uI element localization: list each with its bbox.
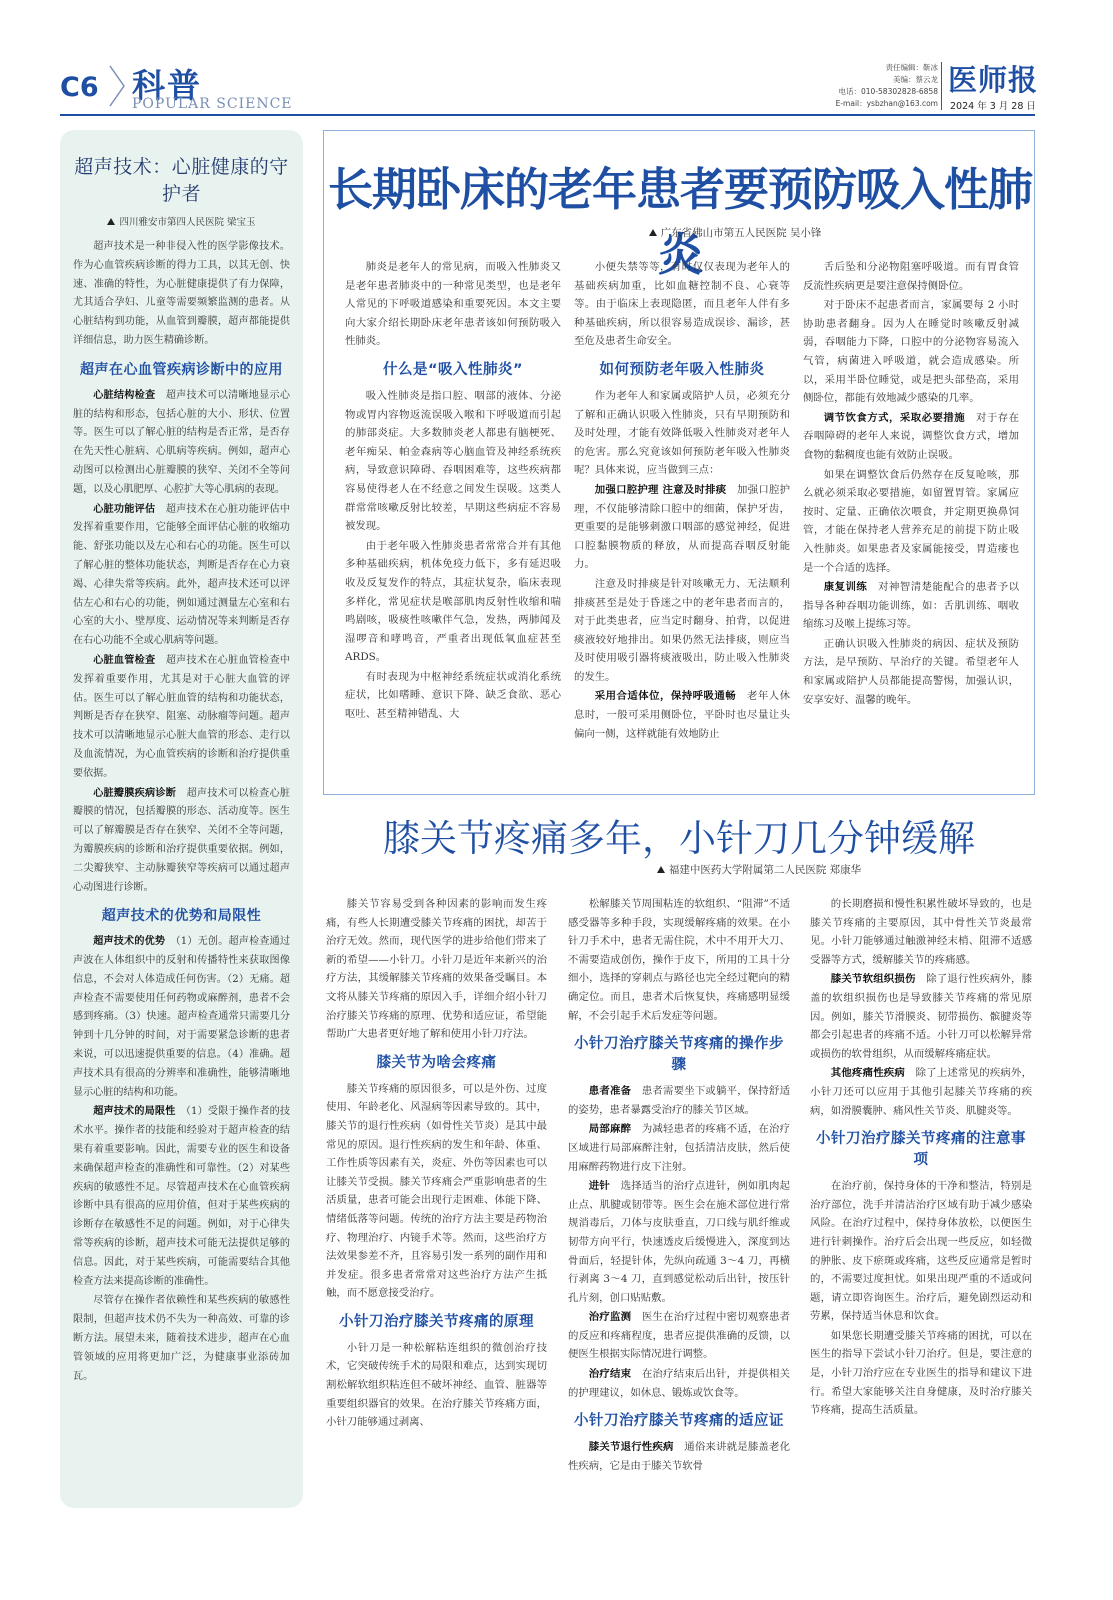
- paragraph: 治疗结束 在治疗结束后出针，并提供相关的护理建议，如休息、锻炼或饮食等。: [568, 1368, 790, 1399]
- paragraph: 其他疼痛性疾病 除了上述常见的疾病外，小针刀还可以应用于其他引起膝关节疼痛的疾病，如滑膜囊肿、痛风性关节炎、肌腱炎等。: [810, 1067, 1032, 1117]
- paragraph: 尽管存在操作者依赖性和某些疾病的敏感性限制，但超声技术仍不失为一种高效、可靠的诊断方法。展望未来，随着技术进步，超声在心血管领域的应用将更加广泛，为健康事业添砖加瓦。: [73, 1295, 290, 1382]
- article-column: [574, 258, 790, 786]
- article-column: [810, 895, 1032, 1507]
- paragraph: 作为老年人和家属或陪护人员，必须充分了解和正确认识吸入性肺炎，只有早期预防和及时处理，才能有效降低吸入性肺炎对老年人的危害。那么究竟该如何预防老年吸入性肺炎呢？具体来说，应当做到三点：: [574, 389, 790, 477]
- paragraph: 心脏瓣膜疾病诊断 超声技术可以检查心脏瓣膜的情况，包括瓣膜的形态、活动度等。医生可以了解瓣膜是否存在狭窄、关闭不全等问题，为瓣膜疾病的诊断和治疗提供重要依据。例如，二尖瓣狭窄、主动脉瓣狭窄等疾病可以通过超声心动图进行诊断。: [73, 787, 291, 893]
- subheading: 小针刀治疗膝关节疼痛的操作步骤: [574, 1036, 784, 1074]
- paragraph: 心脏血管检查 超声技术在心脏血管检查中发挥着重要作用，尤其是对于心脏大血管的评估。医生可以了解心脏血管的结构和功能状态，判断是否存在狭窄、阻塞、动脉瘤等问题。超声技术可以清晰地显示心脏大血管的形态、走行以及血流情况，为心血管疾病的诊断和治疗提供重要依据。: [73, 654, 291, 779]
- paragraph: 超声技术的局限性 （1）受限于操作者的技术水平。操作者的技能和经验对于超声检查的结果有着重要影响。因此，需要专业的医生和设备来确保超声检查的准确性和可靠性。（2）对某些疾病的敏感性不足。尽管超声技术在心血管疾病诊断中具有很高的应用价值，但对于某些疾病的诊断存在敏感性不足的问题。例如，对于心律失常等疾病的诊断，超声技术可能无法提供足够的信息。因此，对于某些疾病，可能需要结合其他检查方法来提高诊断的准确性。: [73, 1106, 291, 1287]
- paragraph: 小便失禁等等，有时仅仅表现为老年人的基础疾病加重，比如血糖控制不良、心衰等等。由于临床上表现隐匿，而且老年人伴有多种基础疾病，所以很容易造成误诊、漏诊，甚至危及患者生命安全。: [574, 261, 790, 348]
- paragraph: 有时表现为中枢神经系统症状或消化系统症状，比如嗜睡、意识下降、缺乏食欲、恶心呕吐、甚至精神错乱、大: [345, 670, 561, 721]
- section-title: 科普: [132, 66, 202, 105]
- paragraph: 在治疗前，保持身体的干净和整洁，特别是治疗部位，洗手并清洁治疗区域有助于减少感染风险。在治疗过程中，保持身体放松，以便医生进行针刺操作。治疗后会出现一些反应，如轻微的肿胀、皮下瘀斑或疼痛，这些反应通常是暂时的，不需要过度担忧。如果出现严重的不适或问题，请立即咨询医生。治疗后，避免剧烈运动和劳累，保持适当休息和饮食。: [810, 1180, 1032, 1323]
- paragraph: 治疗监测 医生在治疗过程中密切观察患者的反应和疼痛程度，患者应提供准确的反馈，以便医生根据实际情况进行调整。: [568, 1311, 790, 1361]
- paragraph: 加强口腔护理 注意及时排痰 加强口腔护理，不仅能够清除口腔中的细菌，保护牙齿，更重要的是能够刺激口咽部的感觉神经，促进口腔黏膜物质的释放，从而提高吞咽反射能力。: [574, 483, 790, 571]
- section-header: [60, 60, 300, 115]
- triangle-icon: [657, 866, 665, 873]
- issue-date: 2024 年 3 月 28 日: [950, 101, 1036, 112]
- article-title: 长期卧床的老年患者要预防吸入性肺炎: [327, 163, 1032, 281]
- paragraph: 吸入性肺炎是指口腔、咽部的液体、分泌物或胃内容物返流误吸入喉和下呼吸道而引起的肺部炎症。大多数肺炎老人都患有脑梗死、老年痴呆、帕金森病等心脑血管及神经系统疾病，导致意识障碍、吞咽困难等，这些疾病都容易使得老人在不经意之间发生误吸。这类人群常常咳嗽反射比较差，早期这些病症不容易被发现。: [345, 389, 561, 533]
- credit-phone: 电话：010-58302828-6858: [838, 87, 938, 96]
- paragraph: 采用合适体位，保持呼吸通畅 老年人休息时，一般可采用侧卧位，平卧时也尽量让头偏向一侧，这样就能有效地防止: [574, 690, 790, 740]
- subheading: 小针刀治疗膝关节疼痛的注意事项: [816, 1131, 1026, 1169]
- section-title-en: POPULAR SCIENCE: [132, 96, 293, 112]
- subheading: 如何预防老年吸入性肺炎: [599, 361, 765, 378]
- subheading: 超声在心血管疾病诊断中的应用: [80, 361, 283, 378]
- chevron-right-icon: [106, 64, 128, 108]
- paragraph: 心脏功能评估 超声技术在心脏功能评估中发挥着重要作用，它能够全面评估心脏的收缩功能、舒张功能以及左心和右心的功能。医生可以了解心脏的整体功能状态，判断是否存在心力衰竭、心律失常等疾病。此外，超声技术还可以评估左心和右心的功能，例如通过测量左心室和右心室的大小、壁厚度、运动情况等来判断是否存在右心功能不全或心肌病等问题。: [73, 503, 291, 647]
- sidebar-article: [60, 130, 303, 1508]
- paragraph: 进针 选择适当的治疗点进针，例如肌肉起止点、肌腱或韧带等。医生会在施术部位进行常规消毒后，刀体与皮肤垂直，刀口线与肌纤维或韧带方向平行，快速透皮后缓慢进入，深度到达骨面后，轻提针体，先纵向疏通 3～4 刀，再横行剥离 3～4 刀，直到感觉松动后出针，按压针孔片刻，创口贴贴敷。: [568, 1180, 790, 1304]
- header-divider: [941, 62, 942, 110]
- editor-credits: [828, 62, 938, 110]
- page-number: C6: [60, 72, 99, 103]
- article-byline: 广东省佛山市第五人民医院 吴小锋: [324, 225, 1036, 240]
- article-column: [803, 258, 1019, 786]
- subheading: 什么是“吸入性肺炎”: [382, 361, 524, 378]
- header-rule: [60, 114, 1035, 116]
- triangle-icon: [107, 218, 115, 225]
- article-column: [345, 258, 561, 786]
- triangle-icon: [649, 229, 657, 236]
- article-column: [326, 895, 547, 1507]
- paragraph: 注意及时排痰是针对咳嗽无力、无法顺利排痰甚至是处于昏迷之中的老年患者而言的，对于此类患者，应当定时翻身、拍背，以促进痰液较好地排出。如果仍然无法排痰，则应当及时使用吸引器将痰液吸出，防止吸入性肺炎的发生。: [574, 577, 790, 683]
- paragraph: 膝关节疼痛的原因很多，可以是外伤、过度使用、年龄老化、风湿病等因素导致的。其中，膝关节的退行性疾病（如骨性关节炎）是其中最常见的原因。退行性疾病的发生和年龄、体重、工作性质等因素有关，炎症、外伤等因素也可以让膝关节受损。膝关节疼痛会严重影响患者的生活质量，患者可能会出现行走困难、体能下降、情绪低落等问题。传统的治疗方法主要是药物治疗、物理治疗、内镜手术等。然而，这些治疗方法效果参差不齐，且容易引发一系列的副作用和并发症。很多患者常常对这些治疗方法产生抵触，而不愿意接受治疗。: [326, 1082, 547, 1300]
- paragraph: 如果在调整饮食后仍然存在反复呛咳，那么就必须采取必要措施，如留置胃管。家属应按时、定量、正确依次喂食，并定期更换鼻饲管，才能在保持老人营养充足的前提下防止吸入性肺炎。如果患者及家属能接受，胃造瘘也是一个合适的选择。: [803, 468, 1019, 574]
- paragraph: 局部麻醉 为减轻患者的疼痛不适，在治疗区域进行局部麻醉注射，包括清洁皮肤，然后使用麻醉药物进行皮下注射。: [568, 1123, 790, 1173]
- paragraph: 的长期磨损和慢性积累性破坏导致的，也是膝关节疼痛的主要原因，其中骨性关节炎最常见。小针刀能够通过触激神经末梢、阻滞不适感受器等方式，缓解膝关节的疼痛感。: [810, 898, 1032, 966]
- paragraph: 由于老年吸入性肺炎患者常常合并有其他多种基础疾病，机体免疫力低下，多有延迟吸收及反复发作的特点，其症状复杂，临床表现多样化，常见症状是喉部肌肉反射性收缩和喘鸣剧咳，吸痰性咳嗽伴气急，发热，两肺闻及湿啰音和哮鸣音，严重者出现低氧血症甚至 ARDS。: [345, 539, 561, 664]
- sidebar-title: 超声技术：心脏健康的守护者: [74, 156, 289, 205]
- paragraph: 患者准备 患者需要坐下或躺平，保持舒适的姿势，患者暴露受治疗的膝关节区域。: [568, 1085, 790, 1116]
- subheading: 小针刀治疗膝关节疼痛的适应证: [574, 1413, 784, 1430]
- credit-email: E-mail：ysbzhan@163.com: [835, 99, 938, 108]
- paragraph: 心脏结构检查 超声技术可以清晰地显示心脏的结构和形态，包括心脏的大小、形状、位置等。医生可以了解心脏的结构是否正常，是否存在先天性心脏病、心肌病等疾病。例如，超声心动图可以检测出心脏瓣膜的狭窄、关闭不全等问题，以及心肌肥厚、心腔扩大等心肌病的表现。: [73, 389, 291, 495]
- paragraph: 膝关节软组织损伤 除了退行性疾病外，膝盖的软组织损伤也是导致膝关节疼痛的常见原因。例如，膝关节滑膜炎、韧带损伤、髌腱炎等都会引起患者的疼痛不适。小针刀可以松解异常或损伤的软骨组织，从而缓解疼痛症状。: [810, 973, 1032, 1060]
- paragraph: 正确认识吸入性肺炎的病因、症状及预防方法，是早预防、早治疗的关键。希望老年人和家属或陪护人员都能提高警惕，加强认识，安享安好、温馨的晚年。: [803, 637, 1019, 706]
- subheading: 小针刀治疗膝关节疼痛的原理: [339, 1313, 534, 1330]
- article-title: 膝关节疼痛多年，小针刀几分钟缓解: [383, 817, 975, 860]
- masthead-logo: 医师报: [948, 63, 1039, 97]
- paragraph: 超声技术的优势 （1）无创。超声检查通过声波在人体组织中的反射和传播特性来获取图像信息，不会对人体造成任何伤害。（2）无痛。超声检查不需要使用任何药物或麻醉剂，患者不会感到疼痛。（3）快速。超声检查通常只需要几分钟到十几分钟的时间，对于需要紧急诊断的患者来说，可以迅速提供重要的信息。（4）准确。超声技术具有很高的分辨率和准确性，能够清晰地显示心脏的结构和功能。: [73, 936, 291, 1098]
- paragraph: 康复训练 对神智清楚能配合的患者予以指导各种吞咽功能训练，如：舌肌训练、咽收缩练习及喉上提练习等。: [803, 581, 1019, 631]
- paragraph: 超声技术是一种非侵入性的医学影像技术。作为心血管疾病诊断的得力工具，以其无创、快速、准确的特性，为心脏健康提供了有力保障，尤其适合孕妇、儿童等需要频繁监测的患者。从心脏结构到功能，从血管到瓣膜，超声都能提供详细信息，助力医生精确诊断。: [73, 241, 290, 346]
- paragraph: 对于卧床不起患者而言，家属要每 2 小时协助患者翻身。因为人在睡觉时咳嗽反射减弱，吞咽能力下降，口腔中的分泌物容易流入气管，病菌进入呼吸道，就会造成感染。所以，采用半卧位睡觉，或是把头部垫高，采用侧卧位，都能有效地减少感染的几率。: [803, 299, 1019, 405]
- paragraph: 松解膝关节周围粘连的软组织、“阻滞”不适感受器等多种手段，实现缓解疼痛的效果。在小针刀手术中，患者无需住院，术中不用开大刀、不需要造成创伤，操作于皮下，所用的工具十分细小，选择的穿刺点与路径也完全经过靶向的精确定位。而且，患者术后恢复快，疼痛感明显缓解，不会引起手术后发症等问题。: [568, 898, 790, 1022]
- credit-editor: 责任编辑：靳冰: [885, 63, 938, 72]
- paragraph: 如果您长期遭受膝关节疼痛的困扰，可以在医生的指导下尝试小针刀治疗。但是，要注意的是，小针刀治疗应在专业医生的指导和建议下进行。希望大家能够关注自身健康，及时治疗膝关节疼痛，提高生活质量。: [810, 1329, 1032, 1417]
- sidebar-byline: 四川雅安市第四人民医院 梁宝玉: [73, 214, 290, 228]
- paragraph: 肺炎是老年人的常见病，而吸入性肺炎又是老年患者肺炎中的一种常见类型，也是老年人常见的下呼吸道感染和重要死因。本文主要向大家介绍长期卧床老年患者该如何预防吸入性肺炎。: [345, 261, 561, 348]
- paragraph: 膝关节退行性疾病 通俗来讲就是膝盖老化性疾病，它是由于膝关节软骨: [568, 1441, 790, 1472]
- paragraph: 小针刀是一种松解粘连组织的微创治疗技术，它突破传统手术的局限和难点，达到实现切割松解软组织粘连但不破坏神经、血管、脏器等重要组织器官的效果。在治疗膝关节疼痛方面，小针刀能够通过剥离、: [326, 1341, 547, 1429]
- paragraph: 膝关节容易受到各种因素的影响而发生疼痛，有些人长期遭受膝关节疼痛的困扰，却苦于治疗无效。然而，现代医学的进步给他们带来了新的希望——小针刀。小针刀是近年来新兴的治疗方法，其缓解膝关节疼痛的效果备受瞩目。本文将从膝关节疼痛的原因入手，详细介绍小针刀治疗膝关节疼痛的原理、优势和适应证，希望能帮助广大患者更好地了解和使用小针刀疗法。: [326, 898, 547, 1041]
- subheading: 膝关节为啥会疼痛: [376, 1054, 497, 1071]
- article-column: [568, 895, 790, 1507]
- paragraph: 舌后坠和分泌物阻塞呼吸道。而有胃食管反流性疾病更是要注意保持侧卧位。: [803, 261, 1019, 292]
- credit-designer: 美编：蔡云龙: [893, 75, 938, 84]
- paragraph: 调节饮食方式，采取必要措施 对于存在吞咽障碍的老年人来说，调整饮食方式，增加食物的黏稠度也能有效防止误吸。: [803, 411, 1019, 461]
- subheading: 超声技术的优势和局限性: [101, 908, 262, 925]
- article-byline: 福建中医药大学附属第二人民医院 郑康华: [323, 862, 1035, 877]
